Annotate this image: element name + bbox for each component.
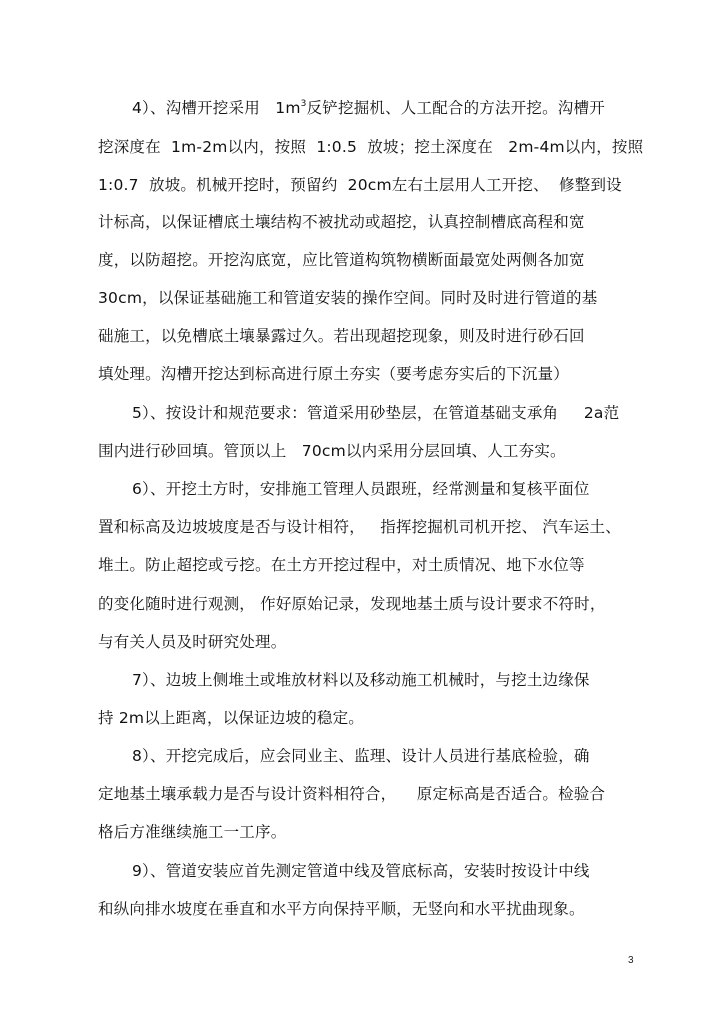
text-line-15: 与有关人员及时研究处理。 [98, 633, 287, 651]
text-line-6: 30cm，以保证基础施工和管道安装的操作空间。同时及时进行管道的基 [98, 289, 598, 307]
text-line-5: 度，以防超挖。开挖沟底宽，应比管道构筑物横断面最宽处两侧各加宽 [98, 251, 585, 269]
text-line-16: 7）、边坡上侧堆土或堆放材料以及移动施工机械时，与挖土边缘保 [132, 671, 590, 689]
text-line-1-head: 4）、沟槽开挖采用 1m [132, 99, 301, 117]
text-line-13: 堆土。防止超挖或亏挖。在土方开挖过程中，对土质情况、地下水位等 [98, 556, 585, 574]
text-line-1 [132, 98, 605, 118]
text-line-2: 挖深度在 1m-2m以内，按照 1:0.5 放坡；挖土深度在 2m-4m以内，按照 [98, 138, 644, 156]
text-line-22: 和纵向排水坡度在垂直和水平方向保持平顺，无竖向和水平扰曲现象。 [98, 900, 585, 918]
text-line-20: 格后方准继续施工一工序。 [98, 823, 287, 841]
text-line-8: 填处理。沟槽开挖达到标高进行原土夯实（要考虑夯实后的下沉量） [98, 365, 570, 383]
text-line-10: 围内进行砂回填。管顶以上 70cm以内采用分层回填、人工夯实。 [98, 442, 566, 460]
text-line-18: 8）、开挖完成后，应会同业主、监理、设计人员进行基底检验，确 [132, 747, 590, 765]
text-line-11: 6）、开挖土方时，安排施工管理人员跟班，经常测量和复核平面位 [132, 480, 590, 498]
text-line-9: 5）、按设计和规范要求：管道采用砂垫层，在管道基础支承角 2a范 [132, 404, 620, 422]
text-line-1-tail: 反铲挖掘机、人工配合的方法开挖。沟槽开 [306, 99, 605, 117]
text-line-12: 置和标高及边坡坡度是否与设计相符， 指挥挖掘机司机开挖、 汽车运土、 [98, 518, 621, 536]
page-number: 3 [628, 955, 634, 966]
text-line-3: 1:0.7 放坡。机械开挖时，预留约 20cm左右土层用人工开挖、 修整到设 [98, 176, 622, 194]
text-line-7: 础施工，以免槽底土壤暴露过久。若出现超挖现象，则及时进行砂石回 [98, 327, 585, 345]
text-line-17: 持 2m以上距离，以保证边坡的稳定。 [98, 709, 364, 727]
text-line-19: 定地基土壤承载力是否与设计资料相符合， 原定标高是否适合。检验合 [98, 785, 606, 803]
text-line-4: 计标高，以保证槽底土壤结构不被扰动或超挖，认真控制槽底高程和宽 [98, 213, 585, 231]
superscript-cubic: 3 [300, 99, 307, 109]
text-line-21: 9）、管道安装应首先测定管道中线及管底标高，安装时按设计中线 [132, 862, 590, 880]
text-line-14: 的变化随时进行观测， 作好原始记录，发现地基土质与设计要求不符时， [98, 595, 606, 613]
